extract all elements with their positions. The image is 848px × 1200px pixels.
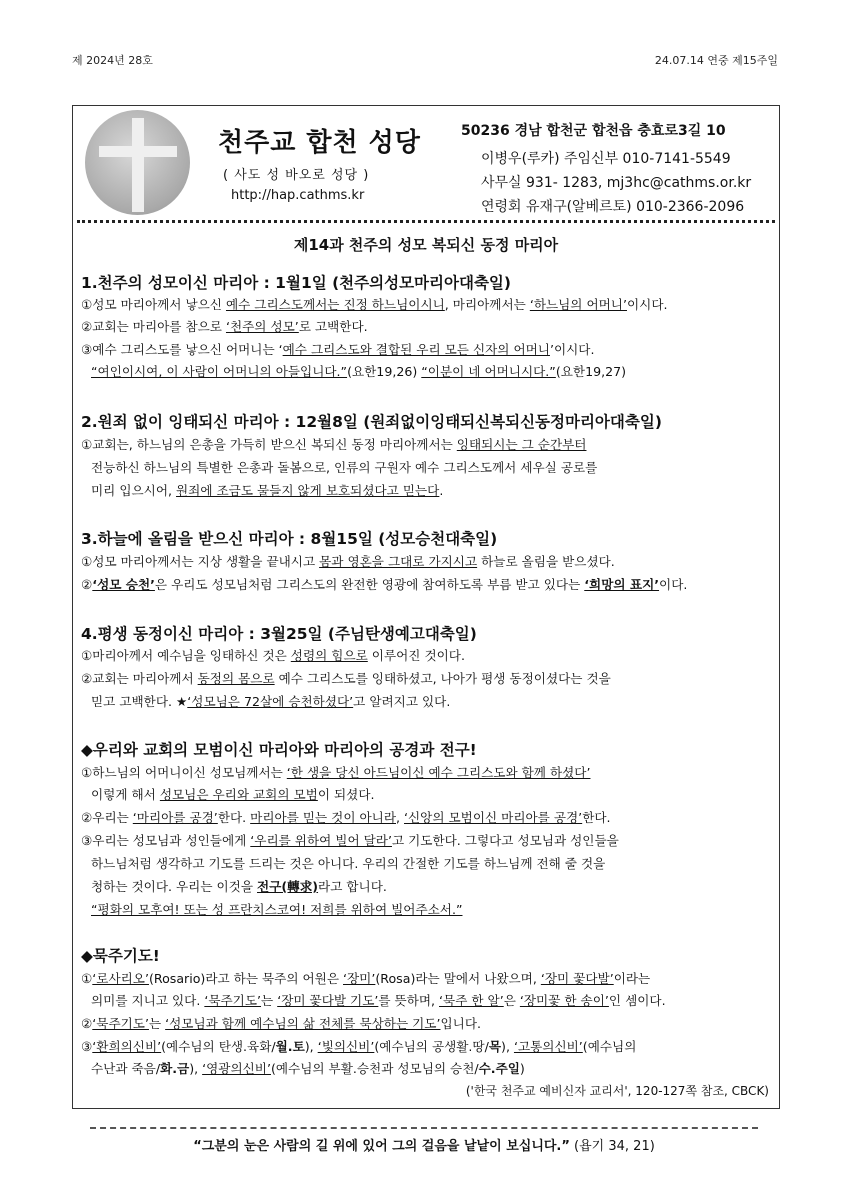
- priest-contact: 이병우(루카) 주임신부 010-7141-5549: [481, 151, 731, 167]
- s6-line-3: ②‘묵주기도’는 ‘성모님과 함께 예수님의 삶 전체를 묵상하는 기도’입니다.: [81, 1016, 481, 1031]
- s2-line-1: ①교회는, 하느님의 은총을 가득히 받으신 복되신 동정 마리아께서는 잉태되시는 그 순간부터: [81, 437, 587, 452]
- s3-line-2: ②‘성모 승천’은 우리도 성모님처럼 그리스도의 완전한 영광에 참여하도록 부름 받고 있다는 ‘희망의 표지’이다.: [81, 577, 688, 592]
- issue-date: 24.07.14 연중 제15주일: [654, 54, 778, 67]
- s2-line-3: 미리 입으시어, 원죄에 조금도 물들지 않게 보호되셨다고 믿는다.: [91, 483, 444, 498]
- s5-line-2: 이렇게 해서 성모님은 우리와 교회의 모범이 되셨다.: [91, 787, 375, 802]
- s6-source: ('한국 천주교 예비신자 교리서', 120-127쪽 참조, CBCK): [465, 1084, 769, 1098]
- s5-line-6: 청하는 것이다. 우리는 이것을 전구(轉求)라고 합니다.: [91, 879, 387, 894]
- s3-line-1: ①성모 마리아께서는 지상 생활을 끝내시고 몸과 영혼을 그대로 가지시고 하늘로 올림을 받으셨다.: [81, 554, 615, 569]
- header-divider: [77, 220, 775, 223]
- s5-line-5: 하느님처럼 생각하고 기도를 드리는 것은 아니다. 우리의 간절한 기도를 하느님께 전해 줄 것을: [91, 856, 606, 871]
- s6-line-2: 의미를 지니고 있다. ‘묵주기도’는 ‘장미 꽃다발 기도’를 뜻하며, ‘묵주 한 알’은 ‘장미꽃 한 송이’인 셈이다.: [91, 993, 666, 1008]
- bulletin-frame: [72, 105, 780, 1109]
- office-contact: 사무실 931- 1283, mj3hc@cathms.or.kr: [481, 175, 752, 191]
- section-1-heading: 1.천주의 성모이신 마리아 : 1월1일 (천주의성모마리아대축일): [81, 274, 511, 292]
- issue-number: 제 2024년 28호: [72, 54, 153, 67]
- church-url[interactable]: http://hap.cathms.kr: [231, 188, 365, 203]
- s1-line-3: ③예수 그리스도를 낳으신 어머니는 ‘예수 그리스도와 결합된 우리 모든 신자의 어머니’이시다.: [81, 342, 595, 357]
- section-2-heading: 2.원죄 없이 잉태되신 마리아 : 12월8일 (원죄없이잉태되신복되신동정마리아대축일): [81, 413, 662, 431]
- s6-line-1: ①‘로사리오’(Rosario)라고 하는 묵주의 어원은 ‘장미’(Rosa)라는 말에서 나왔으며, ‘장미 꽃다발’이라는: [81, 971, 651, 986]
- section-3-heading: 3.하늘에 올림을 받으신 마리아 : 8월15일 (성모승천대축일): [81, 530, 498, 548]
- church-logo: [85, 110, 190, 215]
- council-contact: 연령회 유재구(알베르토) 010-2366-2096: [481, 199, 745, 215]
- church-address: 50236 경남 합천군 합천읍 충효로3길 10: [461, 123, 726, 139]
- s6-line-4: ③‘환희의신비’(예수님의 탄생.육화/월.토), ‘빛의신비’(예수님의 공생활.땅/목), ‘고통의신비’(예수님의: [81, 1039, 637, 1054]
- s1-line-2: ②교회는 마리아를 참으로 ‘천주의 성모’로 고백한다.: [81, 319, 368, 334]
- section-5-heading: ◆우리와 교회의 모범이신 마리아와 마리아의 공경과 전구!: [81, 741, 477, 759]
- s5-line-1: ①하느님의 어머니이신 성모님께서는 ‘한 생을 당신 아드님이신 예수 그리스도와 함께 하셨다’: [81, 765, 591, 780]
- s6-line-5: 수난과 죽음/화.금), ‘영광의신비’(예수님의 부활.승천과 성모님의 승천/수.주일): [91, 1061, 525, 1076]
- section-4-heading: 4.평생 동정이신 마리아 : 3월25일 (주님탄생예고대축일): [81, 625, 477, 643]
- church-subtitle: ( 사도 성 바오로 성당 ): [223, 168, 370, 183]
- s4-line-2: ②교회는 마리아께서 동정의 몸으로 예수 그리스도를 잉태하셨고, 나아가 평생 동정이셨다는 것을: [81, 671, 611, 686]
- s1-line-1: ①성모 마리아께서 낳으신 예수 그리스도께서는 진정 하느님이시니, 마리아께서는 ‘하느님의 어머니’이시다.: [81, 297, 668, 312]
- s5-line-7: “평화의 모후여! 또는 성 프란치스코여! 저희를 위하여 빌어주소서.”: [91, 902, 463, 917]
- s4-line-3: 믿고 고백한다. ★‘성모님은 72살에 승천하셨다’고 알려지고 있다.: [91, 694, 451, 709]
- section-6-heading: ◆묵주기도!: [81, 947, 160, 965]
- church-name: 천주교 합천 성당: [218, 128, 421, 158]
- footer-quote: “그분의 눈은 사람의 길 위에 있어 그의 걸음을 낱낱이 보십니다.” (욥기 34, 21): [193, 1139, 655, 1154]
- s5-line-3: ②우리는 ‘마리아를 공경’한다. 마리아를 믿는 것이 아니라, ‘신앙의 모범이신 마리아를 공경’한다.: [81, 810, 611, 825]
- s2-line-2: 전능하신 하느님의 특별한 은총과 돌봄으로, 인류의 구원자 예수 그리스도께서 세우실 공로를: [91, 460, 598, 475]
- lesson-title: 제14과 천주의 성모 복되신 동정 마리아: [293, 236, 559, 254]
- s4-line-1: ①마리아께서 예수님을 잉태하신 것은 성령의 힘으로 이루어진 것이다.: [81, 648, 465, 663]
- s1-line-4: “여인이시여, 이 사람이 어머니의 아들입니다.”(요한19,26) “이분이 네 어머니시다.”(요한19,27): [91, 364, 627, 379]
- footer-divider: [90, 1127, 758, 1129]
- s5-line-4: ③우리는 성모님과 성인들에게 ‘우리를 위하여 빌어 달라’고 기도한다. 그렇다고 성모님과 성인들을: [81, 833, 619, 848]
